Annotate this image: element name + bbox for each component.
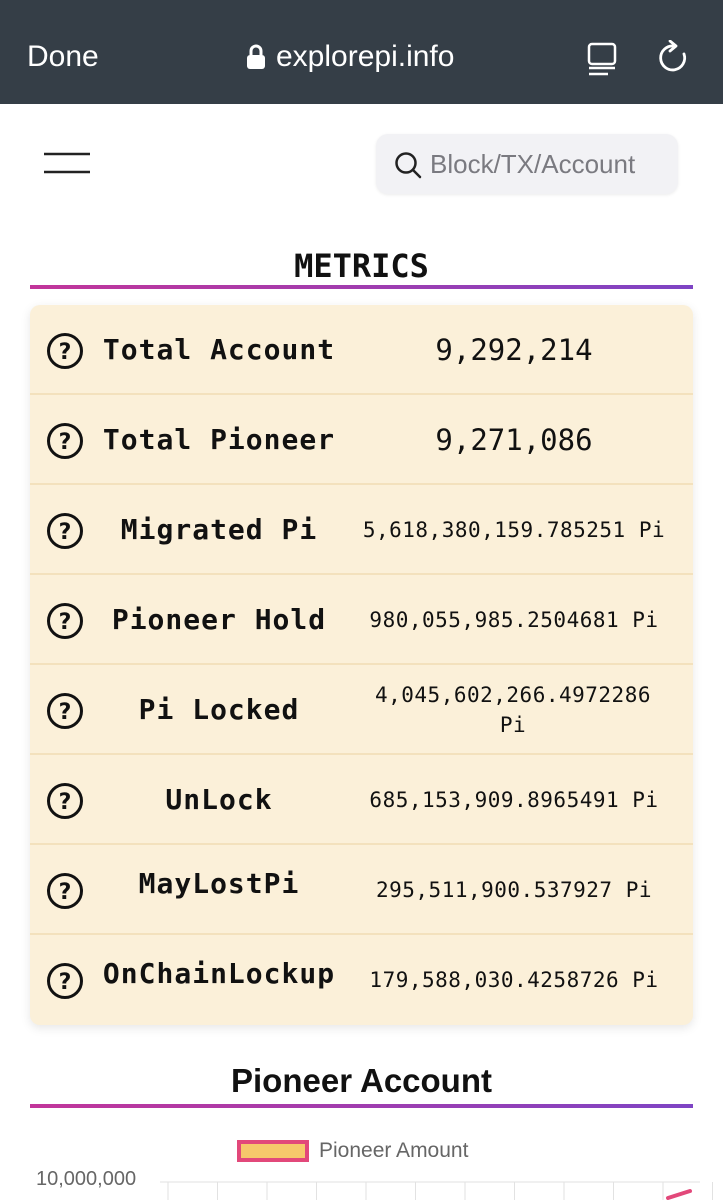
metric-row-total-account — [30, 305, 693, 395]
metrics-divider — [30, 285, 693, 289]
legend-swatch — [237, 1140, 309, 1162]
chart-legend[interactable] — [237, 1139, 468, 1163]
browser-toolbar — [0, 0, 723, 104]
svg-text:?: ? — [58, 340, 72, 365]
help-icon[interactable] — [46, 872, 84, 910]
search-input[interactable] — [430, 144, 670, 184]
metric-value: 9,271,086 — [435, 423, 593, 457]
address-bar[interactable] — [246, 40, 454, 74]
metric-value: 295,511,900.537927 Pi — [375, 878, 652, 902]
reload-icon[interactable] — [657, 40, 691, 76]
metric-value: 685,153,909.8965491 Pi — [369, 788, 659, 812]
reader-view-icon[interactable] — [586, 42, 618, 76]
metrics-title: METRICS — [294, 247, 429, 285]
help-icon[interactable] — [46, 422, 84, 460]
search-icon — [394, 151, 422, 179]
metric-row-onchainlockup — [30, 935, 693, 1025]
svg-text:?: ? — [58, 610, 72, 635]
menu-icon[interactable] — [44, 152, 90, 176]
help-icon[interactable] — [46, 692, 84, 730]
y-tick-label: 10,000,000 — [36, 1168, 137, 1190]
metric-row-pi-locked — [30, 665, 693, 755]
pioneer-account-title: Pioneer Account — [231, 1062, 492, 1099]
metric-row-unlock — [30, 755, 693, 845]
metric-value: 179,588,030.4258726 Pi — [369, 968, 659, 992]
svg-text:?: ? — [58, 880, 72, 905]
help-icon[interactable] — [46, 332, 84, 370]
pioneer-account-divider — [30, 1104, 693, 1108]
help-icon[interactable] — [46, 962, 84, 1000]
metric-value: 9,292,214 — [435, 333, 593, 367]
svg-text:?: ? — [58, 430, 72, 455]
help-icon[interactable] — [46, 782, 84, 820]
metrics-card — [30, 305, 693, 1025]
pioneer-chart — [0, 1176, 723, 1200]
lock-icon — [246, 44, 266, 70]
metric-label: Total Account — [102, 333, 336, 366]
url-text: explorepi.info — [276, 40, 455, 73]
svg-text:?: ? — [58, 520, 72, 545]
series-line-pioneer-amount — [668, 1191, 690, 1198]
help-icon[interactable] — [46, 602, 84, 640]
metric-label: Migrated Pi — [120, 513, 318, 546]
metric-value: 5,618,380,159.785251 Pi — [362, 518, 666, 542]
legend-label: Pioneer Amount — [319, 1139, 469, 1162]
metric-label: Pioneer Hold — [111, 603, 327, 636]
search-box[interactable] — [376, 134, 678, 194]
metric-value: 4,045,602,266.4972286 Pi — [374, 683, 651, 737]
svg-text:?: ? — [58, 970, 72, 995]
svg-text:?: ? — [58, 790, 72, 815]
metric-label: OnChainLockup — [102, 957, 336, 990]
metric-label: MayLostPi — [138, 867, 300, 900]
metric-row-total-pioneer — [30, 395, 693, 485]
metric-label: Total Pioneer — [102, 423, 336, 456]
metric-value: 980,055,985.2504681 Pi — [369, 608, 659, 632]
metric-label: Pi Locked — [138, 693, 300, 726]
metric-row-maylostpi — [30, 845, 693, 935]
metric-row-pioneer-hold — [30, 575, 693, 665]
metric-row-migrated-pi — [30, 485, 693, 575]
vertical-gridlines — [168, 1182, 713, 1200]
metric-label: UnLock — [165, 783, 273, 816]
svg-text:?: ? — [58, 700, 72, 725]
help-icon[interactable] — [46, 512, 84, 550]
done-button[interactable]: Done — [27, 40, 99, 73]
